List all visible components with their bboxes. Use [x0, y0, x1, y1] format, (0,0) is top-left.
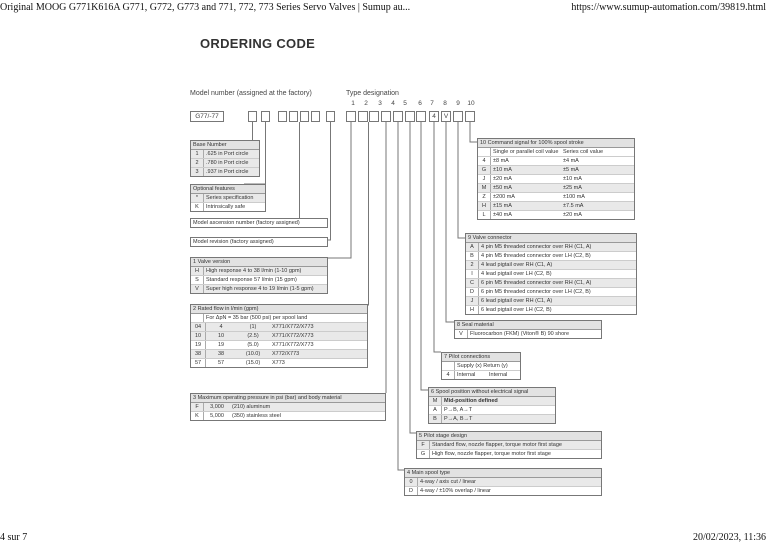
table-row: Z ±200 mA ±100 mA: [478, 193, 634, 202]
digit-4: 4: [391, 100, 395, 107]
print-timestamp: 20/02/2023, 11:36: [693, 532, 766, 543]
table-row: G High flow, nozzle flapper, torque motor first stage: [417, 450, 601, 458]
command-signal-subheader: Single or parallel coil value Series coil value: [478, 148, 634, 157]
table-row: 38 38 (10.0) X772/X773: [191, 350, 367, 359]
valve-version-header: 1 Valve version: [191, 258, 327, 267]
table-row: 2 4 lead pigtail over RH (C1, A): [466, 261, 636, 270]
optional-features-table: [190, 184, 266, 212]
ordering-code-title: ORDERING CODE: [200, 36, 316, 51]
table-row: A P→B, A→T: [429, 406, 555, 415]
code-box-8: V: [441, 111, 451, 122]
table-row: V Fluorocarbon (FKM) (Viton® B) 90 shore: [455, 330, 601, 338]
table-row: 3 .937 in Port circle: [191, 168, 259, 176]
seal-material-header: 8 Seal material: [455, 321, 601, 330]
digit-5: 5: [403, 100, 407, 107]
table-row: 57 57 (15.0) X773: [191, 359, 367, 367]
table-row: H High response 4 to 38 l/min (1-10 gpm): [191, 267, 327, 276]
main-spool-header: 4 Main spool type: [405, 469, 601, 478]
valve-version-table: [190, 257, 328, 294]
spool-position-table: [428, 387, 556, 424]
type-designation-label: Type designation: [346, 90, 399, 97]
table-row: A 4 pin M5 threaded connector over RH (C1, A): [466, 243, 636, 252]
pilot-stage-header: 5 Pilot stage design: [417, 432, 601, 441]
table-row: V Super high response 4 to 19 l/min (1-5 gpm): [191, 285, 327, 293]
optional-features-header: Optional features: [191, 185, 265, 194]
table-row: * Series specification: [191, 194, 265, 203]
model-revision-box: Model revision (factory assigned): [190, 237, 328, 247]
table-row: J 6 lead pigtail over RH (C1, A): [466, 297, 636, 306]
rated-flow-subheader: For ΔpN = 35 bar (500 psi) per spool land: [191, 314, 367, 323]
table-row: B P→A, B→T: [429, 415, 555, 423]
pilot-connections-header: 7 Pilot connections: [442, 353, 520, 362]
base-number-table: [190, 140, 260, 177]
table-row: F 3,000 (210) aluminum: [191, 403, 385, 412]
code-box-7: 4: [429, 111, 439, 122]
command-signal-table: [477, 138, 635, 220]
command-signal-header: 10 Command signal for 100% spool stroke: [478, 139, 634, 148]
valve-connector-table: [465, 233, 637, 315]
model-prefix-box: G77/-77: [190, 111, 224, 122]
table-row: H 6 lead pigtail over LH (C2, B): [466, 306, 636, 314]
table-row: 0 4-way / axis cut / linear: [405, 478, 601, 487]
main-spool-table: [404, 468, 602, 496]
table-row: K Intrinsically safe: [191, 203, 265, 211]
digit-2: 2: [364, 100, 368, 107]
base-number-header: Base Number: [191, 141, 259, 150]
table-row: B 4 pin M5 threaded connector over LH (C2, B): [466, 252, 636, 261]
model-ascension-box: Model ascension number (factory assigned): [190, 218, 328, 228]
digit-3: 3: [378, 100, 382, 107]
valve-connector-header: 9 Valve connector: [466, 234, 636, 243]
rated-flow-header: 2 Rated flow in l/min (gpm): [191, 305, 367, 314]
table-row: M Mid-position defined: [429, 397, 555, 406]
table-row: F Standard flow, nozzle flapper, torque motor first stage: [417, 441, 601, 450]
digit-9: 9: [456, 100, 460, 107]
pilot-stage-table: [416, 431, 602, 459]
table-row: H ±15 mA ±7.5 mA: [478, 202, 634, 211]
table-row: M ±50 mA ±25 mA: [478, 184, 634, 193]
digit-6: 6: [418, 100, 422, 107]
page-title: Original MOOG G771K616A G771, G772, G773 and 771, 772, 773 Series Servo Valves | Sumup au...: [0, 2, 411, 13]
table-row: S Standard response 57 l/min (15 gpm): [191, 276, 327, 285]
table-row: 4 ±8 mA ±4 mA: [478, 157, 634, 166]
table-row: D 4-way / ±10% overlap / linear: [405, 487, 601, 495]
table-row: C 6 pin M5 threaded connector over RH (C1, A): [466, 279, 636, 288]
table-row: G ±10 mA ±5 mA: [478, 166, 634, 175]
table-row: 04 4 (1) X771/X772/X773: [191, 323, 367, 332]
pilot-connections-subheader: Supply (x) Return (y): [442, 362, 520, 371]
digit-8: 8: [443, 100, 447, 107]
table-row: J ±20 mA ±10 mA: [478, 175, 634, 184]
table-row: 10 10 (2.5) X771/X772/X773: [191, 332, 367, 341]
seal-material-table: [454, 320, 602, 339]
pressure-header: 3 Maximum operating pressure in psi (bar) and body material: [191, 394, 385, 403]
model-number-label: Model number (assigned at the factory): [190, 90, 312, 97]
spool-position-header: 6 Spool position without electrical signal: [429, 388, 555, 397]
digit-7: 7: [430, 100, 434, 107]
pressure-table: [190, 393, 386, 421]
pilot-connections-table: [441, 352, 521, 380]
page-url: https://www.sumup-automation.com/39819.html: [571, 2, 766, 13]
table-row: 4 Internal Internal: [442, 371, 520, 379]
table-row: 19 19 (5.0) X771/X772/X773: [191, 341, 367, 350]
table-row: 1 .625 in Port circle: [191, 150, 259, 159]
table-row: L ±40 mA ±20 mA: [478, 211, 634, 219]
table-row: 2 .780 in Port circle: [191, 159, 259, 168]
table-row: K 5,000 (350) stainless steel: [191, 412, 385, 420]
digit-10: 10: [467, 100, 475, 107]
page-counter: 4 sur 7: [0, 532, 28, 543]
rated-flow-table: [190, 304, 368, 368]
digit-1: 1: [351, 100, 355, 107]
table-row: I 4 lead pigtail over LH (C2, B): [466, 270, 636, 279]
table-row: D 6 pin M5 threaded connector over LH (C2, B): [466, 288, 636, 297]
